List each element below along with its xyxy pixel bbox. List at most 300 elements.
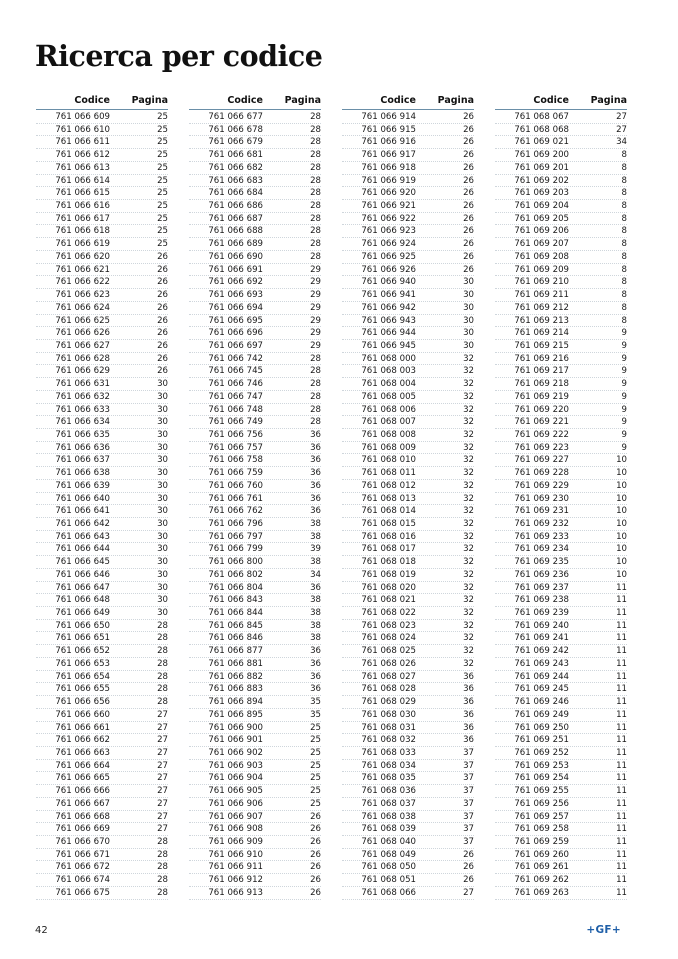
page-cell: 11 (616, 798, 627, 809)
page-cell: 28 (157, 658, 168, 669)
code-cell: 761 066 900 (208, 722, 263, 733)
table-row (189, 149, 321, 162)
code-cell: 761 066 922 (361, 213, 416, 224)
code-cell: 761 069 218 (514, 379, 569, 390)
page-cell: 30 (157, 468, 168, 479)
code-cell: 761 066 916 (361, 137, 416, 148)
page-cell: 8 (621, 302, 627, 313)
table-row (342, 276, 474, 289)
page-cell: 36 (463, 735, 474, 746)
table-row (189, 556, 321, 569)
table-row (342, 302, 474, 315)
code-cell: 761 066 746 (208, 379, 263, 390)
code-cell: 761 068 004 (361, 379, 416, 390)
code-cell: 761 068 023 (361, 620, 416, 631)
code-cell: 761 068 033 (361, 747, 416, 758)
table-row (36, 543, 168, 556)
page-cell: 32 (463, 633, 474, 644)
code-cell: 761 068 018 (361, 557, 416, 568)
code-cell: 761 066 942 (361, 302, 416, 313)
table-row (495, 594, 627, 607)
table-row (36, 149, 168, 162)
code-cell: 761 068 020 (361, 582, 416, 593)
code-cell: 761 066 679 (208, 137, 263, 148)
table-row (495, 493, 627, 506)
code-cell: 761 066 674 (55, 875, 110, 886)
code-cell: 761 066 686 (208, 201, 263, 212)
column-header (36, 93, 168, 109)
code-cell: 761 069 229 (514, 480, 569, 491)
code-cell: 761 069 214 (514, 328, 569, 339)
table-row (36, 124, 168, 137)
page-cell: 27 (157, 824, 168, 835)
page-cell: 32 (463, 569, 474, 580)
table-row (189, 849, 321, 862)
page-cell: 28 (157, 862, 168, 873)
table-row (495, 620, 627, 633)
code-cell: 761 066 662 (55, 735, 110, 746)
table-row (495, 798, 627, 811)
page-cell: 25 (310, 786, 321, 797)
code-cell: 761 066 610 (55, 124, 110, 135)
code-cell: 761 066 687 (208, 213, 263, 224)
page-cell: 11 (616, 697, 627, 708)
page-cell: 35 (310, 709, 321, 720)
table-row (342, 811, 474, 824)
code-cell: 761 066 675 (55, 887, 110, 898)
table-row (342, 722, 474, 735)
page-cell: 9 (621, 391, 627, 402)
code-cell: 761 066 799 (208, 544, 263, 555)
page-cell: 30 (157, 429, 168, 440)
page-cell: 26 (463, 201, 474, 212)
page-cell: 11 (616, 786, 627, 797)
code-cell: 761 069 238 (514, 595, 569, 606)
page-cell: 11 (616, 646, 627, 657)
code-cell: 761 069 221 (514, 417, 569, 428)
table-row (342, 442, 474, 455)
code-cell: 761 066 910 (208, 849, 263, 860)
table-row (342, 289, 474, 302)
page-cell: 32 (463, 620, 474, 631)
table-row (36, 480, 168, 493)
code-cell: 761 066 914 (361, 112, 416, 122)
code-cell: 761 066 681 (208, 150, 263, 161)
page-cell: 28 (310, 201, 321, 212)
code-cell: 761 068 005 (361, 391, 416, 402)
page-cell: 26 (463, 150, 474, 161)
table-row (495, 327, 627, 340)
code-cell: 761 066 678 (208, 124, 263, 135)
page-cell: 36 (310, 671, 321, 682)
table-row (342, 772, 474, 785)
page-cell: 26 (157, 251, 168, 262)
table-row (189, 683, 321, 696)
page-cell: 37 (463, 786, 474, 797)
page-cell: 8 (621, 162, 627, 173)
table-row (342, 162, 474, 175)
table-row (36, 187, 168, 200)
code-cell: 761 068 038 (361, 811, 416, 822)
table-row (36, 658, 168, 671)
code-cell: 761 069 236 (514, 569, 569, 580)
page-cell: 8 (621, 239, 627, 250)
code-cell: 761 066 881 (208, 658, 263, 669)
code-cell: 761 066 758 (208, 455, 263, 466)
page-cell: 11 (616, 608, 627, 619)
code-cell: 761 069 201 (514, 162, 569, 173)
page-cell: 32 (463, 493, 474, 504)
page-cell: 11 (616, 773, 627, 784)
table-row (495, 836, 627, 849)
page-cell: 34 (310, 569, 321, 580)
code-cell: 761 066 647 (55, 582, 110, 593)
table-row (342, 531, 474, 544)
code-cell: 761 068 010 (361, 455, 416, 466)
page-cell: 28 (157, 697, 168, 708)
page-cell: 32 (463, 404, 474, 415)
code-cell: 761 068 027 (361, 671, 416, 682)
page-cell: 30 (157, 557, 168, 568)
code-cell: 761 069 209 (514, 264, 569, 275)
table-row (342, 378, 474, 391)
table-row (36, 162, 168, 175)
code-cell: 761 066 653 (55, 658, 110, 669)
code-cell: 761 066 894 (208, 697, 263, 708)
code-cell: 761 066 621 (55, 264, 110, 275)
page-cell: 28 (310, 124, 321, 135)
page-cell: 26 (463, 124, 474, 135)
table-row (189, 887, 321, 900)
page-cell: 37 (463, 760, 474, 771)
page-cell: 28 (157, 633, 168, 644)
table-row (495, 747, 627, 760)
table-row (495, 734, 627, 747)
table-row (342, 404, 474, 417)
table-row (36, 734, 168, 747)
code-cell: 761 068 026 (361, 658, 416, 669)
page-cell: 30 (157, 455, 168, 466)
table-row (495, 709, 627, 722)
table-row (189, 785, 321, 798)
table-row (342, 467, 474, 480)
code-cell: 761 066 926 (361, 264, 416, 275)
table-row (342, 836, 474, 849)
page-cell: 29 (310, 302, 321, 313)
code-cell: 761 066 911 (208, 862, 263, 873)
page-cell: 37 (463, 747, 474, 758)
code-cell: 761 068 024 (361, 633, 416, 644)
code-cell: 761 066 660 (55, 709, 110, 720)
table-row (342, 632, 474, 645)
page-cell: 8 (621, 315, 627, 326)
page-cell: 10 (616, 480, 627, 491)
table-row (495, 696, 627, 709)
code-cell: 761 068 032 (361, 735, 416, 746)
code-cell: 761 069 213 (514, 315, 569, 326)
page-cell: 9 (621, 328, 627, 339)
table-row (342, 454, 474, 467)
page-cell: 11 (616, 709, 627, 720)
page-cell: 10 (616, 531, 627, 542)
page-cell: 9 (621, 404, 627, 415)
column-header (495, 93, 627, 109)
code-cell: 761 066 617 (55, 213, 110, 224)
table-row (189, 175, 321, 188)
page-cell: 36 (463, 671, 474, 682)
table-row (36, 391, 168, 404)
page-cell: 32 (463, 468, 474, 479)
table-row (189, 378, 321, 391)
table-row (342, 149, 474, 162)
table-row (495, 276, 627, 289)
table-row (189, 493, 321, 506)
page-cell: 36 (310, 658, 321, 669)
page-cell: 30 (157, 506, 168, 517)
page-cell: 10 (616, 544, 627, 555)
page-cell: 28 (310, 366, 321, 377)
header-code-label: Codice (227, 95, 263, 106)
code-cell: 761 066 626 (55, 328, 110, 339)
table-row (189, 543, 321, 556)
code-cell: 761 066 921 (361, 201, 416, 212)
table-row (36, 276, 168, 289)
code-cell: 761 066 920 (361, 188, 416, 199)
code-cell: 761 066 902 (208, 747, 263, 758)
table-row (36, 683, 168, 696)
code-cell: 761 066 925 (361, 251, 416, 262)
table-row (189, 861, 321, 874)
page-cell: 32 (463, 646, 474, 657)
code-cell: 761 068 011 (361, 468, 416, 479)
table-row (36, 264, 168, 277)
table-row (495, 823, 627, 836)
code-cell: 761 068 016 (361, 531, 416, 542)
page-cell: 11 (616, 747, 627, 758)
page-cell: 26 (157, 366, 168, 377)
code-cell: 761 069 256 (514, 798, 569, 809)
code-cell: 761 066 940 (361, 277, 416, 288)
code-cell: 761 066 639 (55, 480, 110, 491)
code-cell: 761 068 036 (361, 786, 416, 797)
code-cell: 761 069 257 (514, 811, 569, 822)
table-row (342, 200, 474, 213)
page-cell: 8 (621, 277, 627, 288)
table-row (495, 124, 627, 137)
page-cell: 26 (157, 353, 168, 364)
table-row (495, 454, 627, 467)
page-cell: 27 (616, 124, 627, 135)
code-cell: 761 069 223 (514, 442, 569, 453)
page-cell: 11 (616, 684, 627, 695)
table-row (189, 327, 321, 340)
page-cell: 28 (310, 379, 321, 390)
code-cell: 761 066 661 (55, 722, 110, 733)
page-cell: 37 (463, 798, 474, 809)
table-row (36, 365, 168, 378)
page-cell: 26 (463, 188, 474, 199)
table-row (189, 836, 321, 849)
page-cell: 11 (616, 836, 627, 847)
table-row (495, 353, 627, 366)
page-cell: 32 (463, 557, 474, 568)
table-row (189, 505, 321, 518)
page-cell: 26 (310, 862, 321, 873)
page-cell: 11 (616, 595, 627, 606)
table-row (36, 696, 168, 709)
page-cell: 29 (310, 315, 321, 326)
table-row (342, 365, 474, 378)
table-row (495, 213, 627, 226)
code-cell: 761 068 029 (361, 697, 416, 708)
table-row (189, 811, 321, 824)
page-cell: 28 (157, 646, 168, 657)
table-row (342, 353, 474, 366)
table-row (342, 480, 474, 493)
code-cell: 761 066 636 (55, 442, 110, 453)
table-row (189, 607, 321, 620)
code-cell: 761 068 019 (361, 569, 416, 580)
page-cell: 25 (310, 773, 321, 784)
code-cell: 761 069 216 (514, 353, 569, 364)
table-row (189, 187, 321, 200)
page-cell: 27 (157, 709, 168, 720)
table-row (342, 391, 474, 404)
page-cell: 28 (310, 188, 321, 199)
code-cell: 761 068 040 (361, 836, 416, 847)
code-cell: 761 069 262 (514, 875, 569, 886)
page-cell: 35 (310, 697, 321, 708)
table-row (189, 213, 321, 226)
code-cell: 761 066 650 (55, 620, 110, 631)
page-cell: 11 (616, 811, 627, 822)
table-row (189, 238, 321, 251)
page-cell: 28 (157, 671, 168, 682)
table-row (36, 772, 168, 785)
table-row (36, 289, 168, 302)
code-cell: 761 068 003 (361, 366, 416, 377)
page-cell: 26 (463, 137, 474, 148)
code-cell: 761 066 919 (361, 175, 416, 186)
table-row (342, 518, 474, 531)
page-cell: 27 (157, 747, 168, 758)
code-cell: 761 069 234 (514, 544, 569, 555)
table-row (495, 683, 627, 696)
page-cell: 38 (310, 595, 321, 606)
code-cell: 761 068 066 (361, 887, 416, 898)
page-cell: 32 (463, 379, 474, 390)
table-row (36, 416, 168, 429)
code-cell: 761 068 015 (361, 519, 416, 529)
page-cell: 30 (157, 595, 168, 606)
table-row (342, 849, 474, 862)
table-row (189, 747, 321, 760)
page-cell: 32 (463, 531, 474, 542)
table-row (189, 671, 321, 684)
code-cell: 761 066 923 (361, 226, 416, 237)
page-cell: 32 (463, 480, 474, 491)
code-cell: 761 066 760 (208, 480, 263, 491)
code-cell: 761 069 255 (514, 786, 569, 797)
page-cell: 26 (310, 811, 321, 822)
page-cell: 26 (463, 251, 474, 262)
page-cell: 9 (621, 442, 627, 453)
table-row (495, 607, 627, 620)
table-row (189, 620, 321, 633)
table-row (189, 709, 321, 722)
code-cell: 761 069 245 (514, 684, 569, 695)
index-column-3 (342, 93, 474, 900)
table-row (495, 365, 627, 378)
code-cell: 761 066 918 (361, 162, 416, 173)
code-cell: 761 069 021 (514, 137, 569, 148)
table-row (495, 569, 627, 582)
table-row (36, 467, 168, 480)
code-cell: 761 066 638 (55, 468, 110, 479)
table-row (495, 442, 627, 455)
table-row (342, 696, 474, 709)
table-row (342, 187, 474, 200)
code-cell: 761 069 211 (514, 290, 569, 301)
code-cell: 761 066 909 (208, 836, 263, 847)
page-cell: 30 (463, 302, 474, 313)
page-cell: 11 (616, 760, 627, 771)
table-row (342, 493, 474, 506)
code-cell: 761 066 671 (55, 849, 110, 860)
table-row (342, 124, 474, 137)
page-cell: 9 (621, 340, 627, 351)
table-row (342, 861, 474, 874)
code-cell: 761 066 901 (208, 735, 263, 746)
code-cell: 761 069 237 (514, 582, 569, 593)
page-cell: 27 (157, 786, 168, 797)
page-cell: 27 (157, 722, 168, 733)
code-cell: 761 069 222 (514, 429, 569, 440)
page-cell: 11 (616, 875, 627, 886)
table-row (342, 760, 474, 773)
code-cell: 761 066 692 (208, 277, 263, 288)
page-cell: 26 (463, 226, 474, 237)
page-cell: 25 (157, 150, 168, 161)
index-column-1 (36, 93, 168, 900)
page-cell: 28 (310, 137, 321, 148)
code-cell: 761 068 014 (361, 506, 416, 517)
table-row (189, 264, 321, 277)
page-cell: 30 (463, 277, 474, 288)
page-cell: 25 (157, 188, 168, 199)
code-cell: 761 069 239 (514, 608, 569, 619)
code-cell: 761 066 631 (55, 379, 110, 390)
page-cell: 27 (157, 760, 168, 771)
code-cell: 761 066 690 (208, 251, 263, 262)
code-cell: 761 069 203 (514, 188, 569, 199)
page-cell: 27 (616, 112, 627, 122)
code-cell: 761 066 665 (55, 773, 110, 784)
code-cell: 761 066 611 (55, 137, 110, 148)
page-cell: 28 (310, 251, 321, 262)
page-cell: 36 (463, 684, 474, 695)
code-cell: 761 066 634 (55, 417, 110, 428)
table-row (342, 327, 474, 340)
code-cell: 761 066 668 (55, 811, 110, 822)
table-row (36, 594, 168, 607)
code-cell: 761 069 200 (514, 150, 569, 161)
table-row (189, 162, 321, 175)
code-cell: 761 069 259 (514, 836, 569, 847)
page-cell: 8 (621, 213, 627, 224)
table-row (495, 785, 627, 798)
table-row (342, 264, 474, 277)
